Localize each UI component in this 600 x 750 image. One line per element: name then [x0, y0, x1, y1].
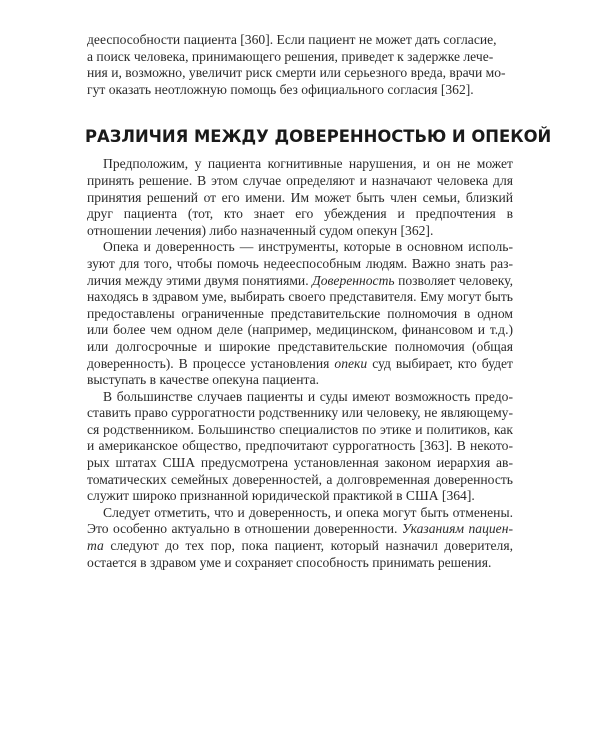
- intro-line: ния и, возможно, увеличит риск смерти или серьезного вреда, врачи мо-: [87, 65, 506, 81]
- book-page: [85, 32, 552, 571]
- intro-paragraph: [87, 32, 513, 98]
- paragraph-revocation: [87, 505, 513, 571]
- section-heading: РАЗЛИЧИЯ МЕЖДУ ДОВЕРЕННОСТЬЮ И ОПЕКОЙ: [85, 127, 552, 147]
- intro-line: дееспособности пациента [360]. Если пациент не может дать согласие,: [87, 32, 497, 47]
- paragraph-guardianship-vs-proxy: [87, 239, 513, 388]
- paragraph-guardian-intro: Предположим, у пациента когнитивные нарушения, и он не может принять решение. В этом случае определяют и назначают человека для принятия решений от его имени. Им может быть член семьи, близкий друг пациента (тот, кто знает его убеждения и предпочтения в отношении лечения) либо назначенный судом опекун [362].: [87, 156, 513, 238]
- paragraph-surrogacy: В большинстве случаев пациенты и суды имеют возможность предоставить право суррогатности родственнику или человеку, не являющемуся родственником. Большинство специалистов по этике и политиков, как и американское общество, предпочитают суррогатность [363]. В некоторых штатах США предусмотрена установленная законом иерархия автоматических семейных доверенностей, а долговременная доверенность служит широко признанной юридической практикой в США [364].: [87, 388, 513, 504]
- term-proxy: Доверенность: [312, 272, 395, 288]
- text-segment: следуют до тех пор, пока пациент, который назначил доверителя, остается в здравом уме и сохраняет способность принимать решения.: [87, 538, 513, 570]
- text-segment: Следует отметить, что и доверенность, и опека могут быть отменены. Это особенно актуально в отношении доверенности.: [87, 504, 513, 537]
- intro-line: а поиск человека, принимающего решения, приведет к задержке лече-: [87, 48, 494, 64]
- text-segment: суд выбирает, кто будет выступать в качестве опекуна пациента.: [87, 355, 513, 388]
- text-segment: Опека и доверенность — инструменты, которые в основном используют для того, чтобы помочь недееспособным людям. Важно знать различия между этими двумя понятиями.: [87, 239, 513, 288]
- term-guardianship: опеки: [334, 355, 368, 371]
- intro-line: гут оказать неотложную помощь без официального согласия [362].: [87, 81, 474, 97]
- term-patient-instructions: Указаниям пациента: [87, 521, 513, 554]
- text-segment: позволяет человеку, находясь в здравом уме, выбирать своего представителя. Ему могут быть предоставлены ограниченные представительские полномочия в одном или более чем одном деле (например, медицинском, финансовом и т.д.) или долгосрочные и широкие представительские полномочия (общая доверенность). В процессе установления: [87, 272, 513, 371]
